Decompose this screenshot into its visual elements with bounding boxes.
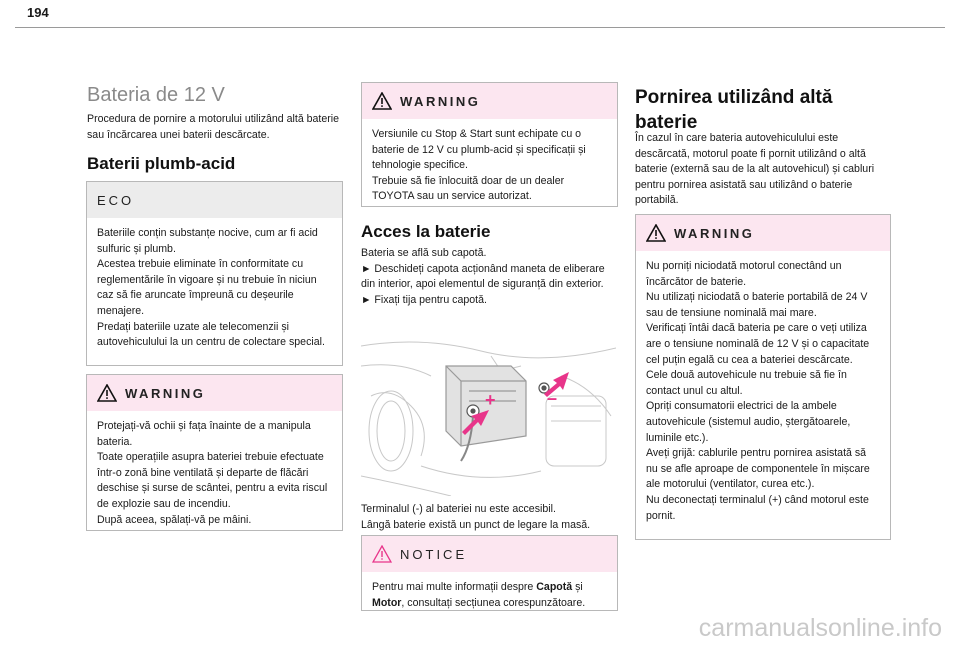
notice-box-body (362, 572, 617, 619)
top-rule (15, 27, 945, 28)
eco-box-header (87, 182, 342, 218)
notice-text-part: , consultați secțiunea corespunzătoare. (401, 596, 586, 609)
warning-text: Versiunile cu Stop & Start sunt echipate cu o baterie de 12 V cu plumb-acid și specificații și tehnologie specifice. Trebuie să fie înlocuită doar de un dealer TOYOTA sau un service autorizat. (372, 128, 586, 203)
notice-box-header (362, 536, 617, 572)
eco-box (86, 181, 343, 366)
notice-text-part: și (572, 581, 583, 593)
notice-text (372, 580, 607, 611)
warning-box-body (362, 119, 617, 213)
warning-text: Protejați-vă ochii și fața înainte de a manipula bateria. Toate operațiile asupra bateriei trebuie efectuate într-o zonă bine ventilată și departe de flăcări deschise și surse de scântei, pentru a evita riscul de explozie sau de incendiu. După aceea, spălați-vă pe mâini. (97, 420, 328, 526)
warning-box-header (636, 215, 890, 251)
access-text: Bateria se află sub capotă. ► Deschideți capota acționând maneta de eliberare din interior, apoi elementul de siguranță din exterior. ► Fixați tija pentru capotă. (361, 247, 605, 306)
warning-box-header (87, 375, 342, 411)
warning-box-body (87, 411, 342, 536)
warning-box-header (362, 83, 617, 119)
minus-label: – (547, 388, 558, 408)
warning-triangle-icon (97, 384, 117, 402)
notice-link-motor: Motor (372, 596, 402, 609)
notice-triangle-icon (372, 545, 392, 563)
eco-label: ECO (97, 192, 135, 208)
subsection-title: Baterii plumb-acid (87, 154, 236, 173)
notice-text-part: Pentru mai multe informații despre (372, 581, 537, 593)
subsection-title: Acces la baterie (361, 222, 491, 241)
page-number: 194 (27, 5, 49, 20)
warning-box (86, 374, 343, 531)
warning-box (361, 82, 618, 207)
watermark: carmanualsonline.info (698, 614, 942, 642)
figure-caption: Terminalul (-) al bateriei nu este accesibil. Lângă baterie există un punct de legare la masă. (361, 503, 591, 531)
notice-box (361, 535, 618, 611)
section-title-large: Pornirea utilizând altă baterie (635, 87, 833, 133)
section-title: Bateria de 12 V (87, 84, 225, 106)
notice-label: NOTICE (400, 546, 468, 562)
warning-label: WARNING (400, 93, 481, 109)
warning-triangle-icon (372, 92, 392, 110)
battery-location-illustration (361, 336, 616, 496)
section-intro: Procedura de pornire a motorului utilizând altă baterie sau încărcarea unei baterii descărcate. (87, 113, 340, 141)
warning-box (635, 214, 891, 540)
warning-text: Nu porniți niciodată motorul conectând un încărcător de baterie. Nu utilizați niciodată o baterie portabilă de 24 V sau de tensiune nominală mai mare. Verificați întâi dacă bateria pe care o veți utiliza are o tensiune nominală de 12 V și o capacitate cel puțin egală cu cea a bateriei descărcate. Cele două autovehicule nu trebuie să fie în contact unul cu altul. Opriți consumatorii electrici de la ambele autovehicule (sistemul audio, ștergătoarele, luminile etc.). Aveți grijă: cablurile pentru pornirea asistată să nu se afle aproape de componentele în mișcare ale motorului (ventilator, curea etc.). Nu deconectați terminalul (+) când motorul este pornit. (646, 260, 870, 522)
eco-box-body (87, 218, 342, 359)
plus-label: + (485, 390, 496, 410)
warning-triangle-icon (646, 224, 666, 242)
eco-text: Bateriile conțin substanțe nocive, cum ar fi acid sulfuric și plumb. Acestea trebuie eliminate în conformitate cu reglementările în vigoare și nu trebuie în niciun caz să fie aruncate împreună cu deșeurile menajere. Predați bateriile uzate ale telecomenzii și autovehiculului la un centru de colectare special. (97, 227, 325, 349)
section-intro: În cazul în care bateria autovehiculului este descărcată, motorul poate fi pornit utilizând o altă baterie (externă sau de la alt autovehicul) și cabluri pentru pornirea asistată sau utilizând o baterie portabilă. (635, 132, 875, 207)
warning-label: WARNING (125, 385, 206, 401)
notice-link-capota: Capotă (536, 581, 573, 593)
warning-label: WARNING (674, 225, 755, 241)
warning-box-body (636, 251, 890, 532)
